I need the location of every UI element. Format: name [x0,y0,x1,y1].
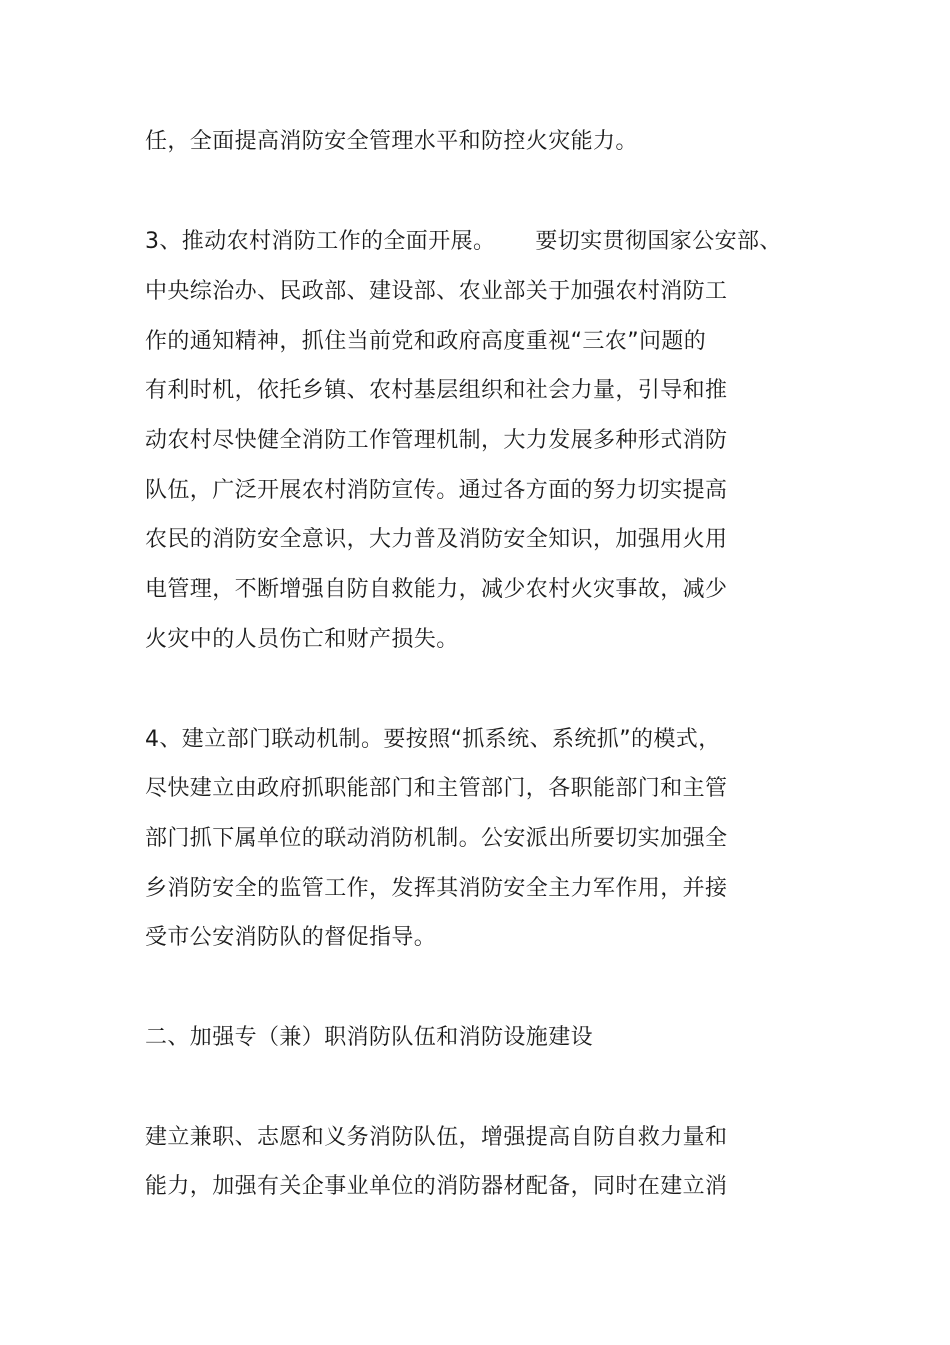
paragraph-2-line-9: 火灾中的人员伤亡和财产损失。 [145,627,459,652]
paragraph-2-line-2: 中央综治办、民政部、建设部、农业部关于加强农村消防工 [145,279,728,304]
section-heading: 二、加强专（兼）职消防队伍和消防设施建设 [145,1025,594,1050]
paragraph-2-heading: 3、推动农村消防工作的全面开展。 [145,229,496,254]
paragraph-2-line-7: 农民的消防安全意识，大力普及消防安全知识，加强用火用 [145,527,728,552]
paragraph-3-line-1: 4、建立部门联动机制。要按照“抓系统、系统抓”的模式， [145,727,721,752]
paragraph-3-line-4: 乡消防安全的监管工作，发挥其消防安全主力军作用，并接 [145,876,728,901]
paragraph-2-line-4: 有利时机，依托乡镇、农村基层组织和社会力量，引导和推 [145,378,728,403]
paragraph-2-line-1 [145,227,782,257]
paragraph-2-line-5: 动农村尽快健全消防工作管理机制，大力发展多种形式消防 [145,428,728,453]
paragraph-2-line-3: 作的通知精神，抓住当前党和政府高度重视“三农”问题的 [145,329,707,354]
paragraph-2-line-1-text: 要切实贯彻国家公安部、 [535,229,782,254]
paragraph-2-line-6: 队伍，广泛开展农村消防宣传。通过各方面的努力切实提高 [145,478,728,503]
paragraph-3-line-3: 部门抓下属单位的联动消防机制。公安派出所要切实加强全 [145,826,728,851]
paragraph-4-line-2: 能力，加强有关企事业单位的消防器材配备，同时在建立消 [145,1174,728,1199]
paragraph-4-line-1: 建立兼职、志愿和义务消防队伍，增强提高自防自救力量和 [145,1125,728,1150]
paragraph-1-line-1: 任，全面提高消防安全管理水平和防控火灾能力。 [145,129,638,154]
paragraph-3-line-5: 受市公安消防队的督促指导。 [145,925,437,950]
paragraph-3-line-2: 尽快建立由政府抓职能部门和主管部门，各职能部门和主管 [145,776,728,801]
paragraph-2-line-8: 电管理，不断增强自防自救能力，减少农村火灾事故，减少 [145,577,728,602]
